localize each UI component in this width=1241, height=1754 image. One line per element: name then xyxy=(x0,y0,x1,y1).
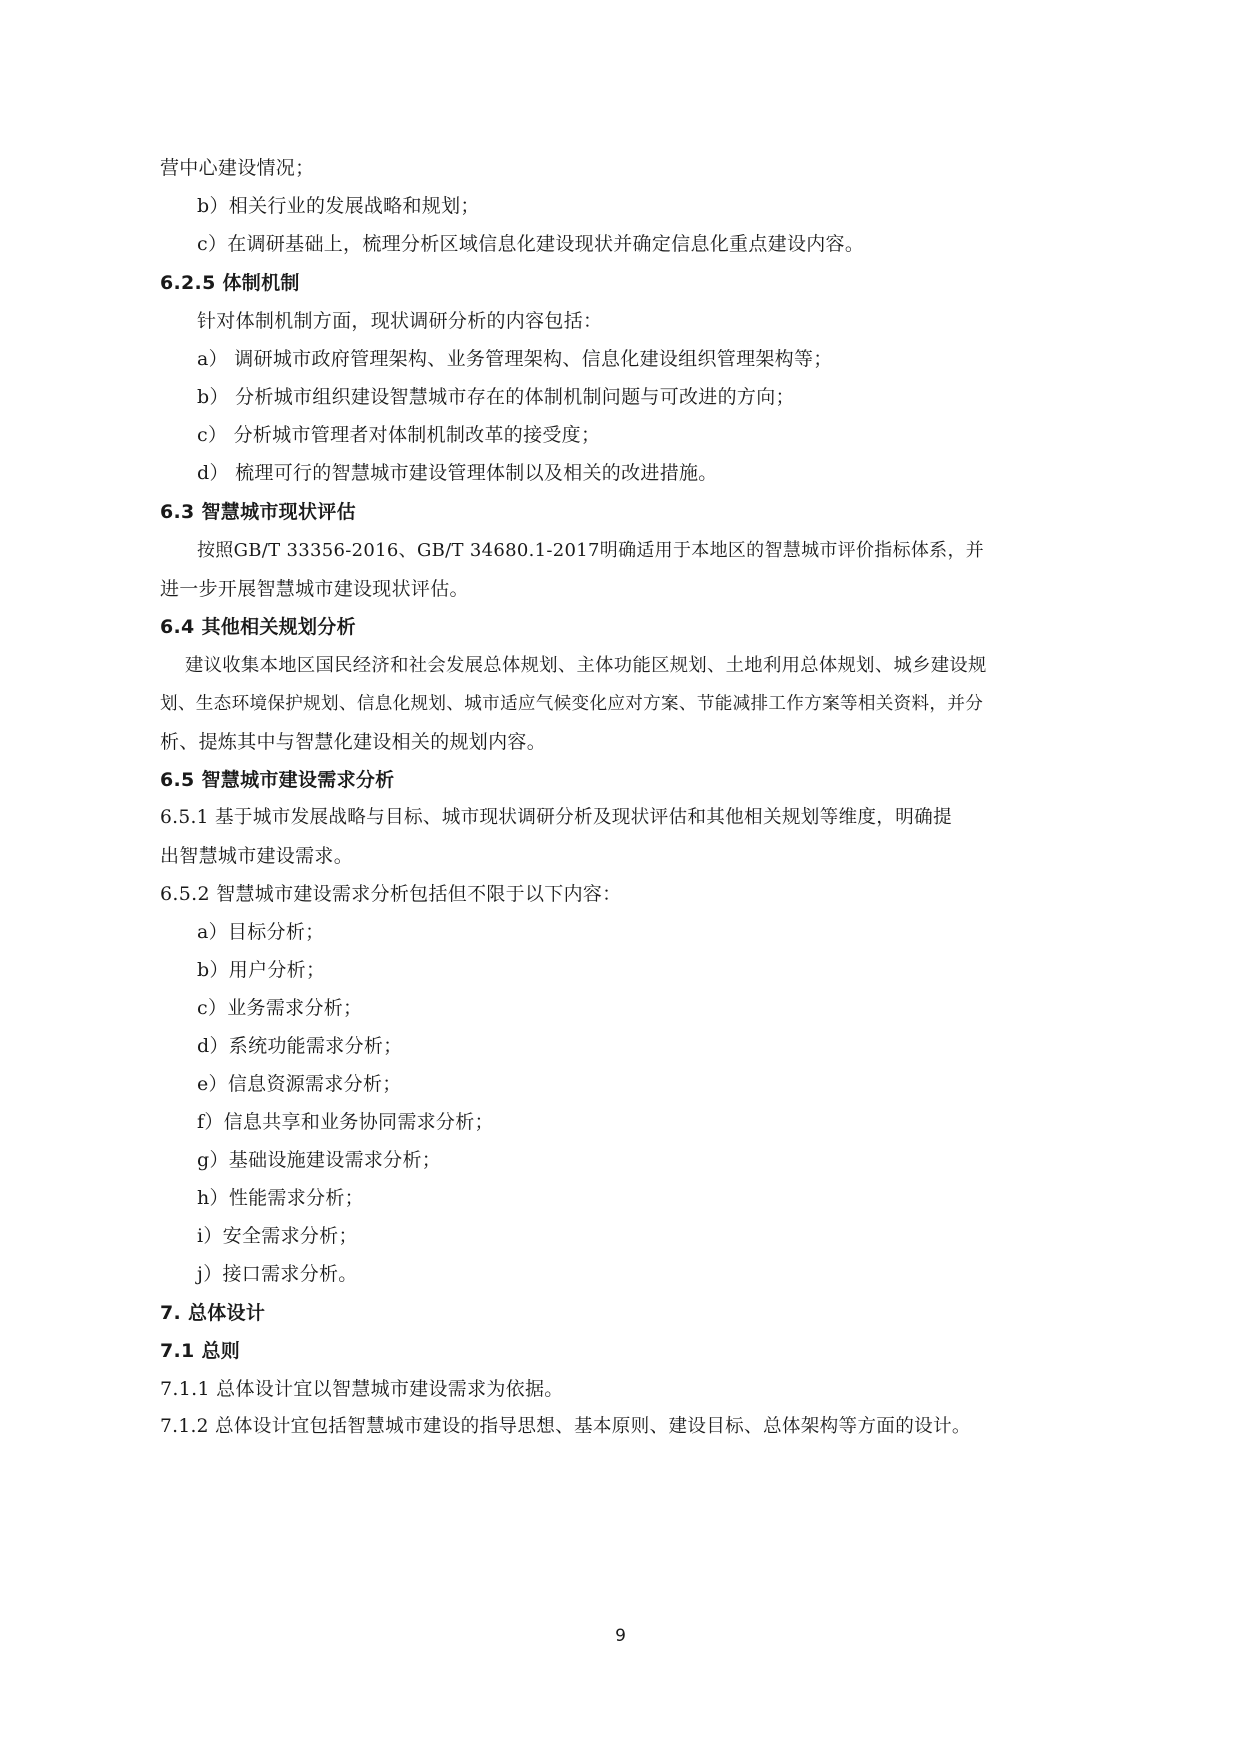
list-item: d）系统功能需求分析； xyxy=(197,1035,403,1057)
list-item: e）信息资源需求分析； xyxy=(197,1073,402,1095)
list-item: c）在调研基础上，梳理分析区域信息化建设现状并确定信息化重点建设内容。 xyxy=(197,233,865,255)
page-number: 9 xyxy=(615,1626,626,1646)
list-item: b） 分析城市组织建设智慧城市存在的体制机制问题与可改进的方向； xyxy=(197,386,795,408)
list-item: h）性能需求分析； xyxy=(197,1187,364,1209)
section-heading: 6.2.5 体制机制 xyxy=(160,272,300,294)
paragraph-line: 6.5.1 基于城市发展战略与目标、城市现状调研分析及现状评估和其他相关规划等维度，明确提 xyxy=(160,807,952,828)
list-item: a） 调研城市政府管理架构、业务管理架构、信息化建设组织管理架构等； xyxy=(197,348,833,370)
paragraph-line: 7.1.2 总体设计宜包括智慧城市建设的指导思想、基本原则、建设目标、总体架构等方面的设计。 xyxy=(160,1416,971,1437)
section-heading: 6.5 智慧城市建设需求分析 xyxy=(160,769,395,791)
list-item: f）信息共享和业务协同需求分析； xyxy=(197,1111,494,1133)
list-item: b）用户分析； xyxy=(197,959,326,981)
paragraph-line: 析、提炼其中与智慧化建设相关的规划内容。 xyxy=(160,731,547,753)
section-heading: 7.1 总则 xyxy=(160,1340,241,1362)
paragraph-line: 针对体制机制方面，现状调研分析的内容包括： xyxy=(197,310,603,332)
list-item: b）相关行业的发展战略和规划； xyxy=(197,195,480,217)
list-item: d） 梳理可行的智慧城市建设管理体制以及相关的改进措施。 xyxy=(197,462,718,484)
paragraph-line: 7.1.1 总体设计宜以智慧城市建设需求为依据。 xyxy=(160,1378,564,1400)
paragraph-line: 6.5.2 智慧城市建设需求分析包括但不限于以下内容： xyxy=(160,883,622,905)
paragraph-line: 进一步开展智慧城市建设现状评估。 xyxy=(160,578,469,600)
section-heading: 6.3 智慧城市现状评估 xyxy=(160,501,356,523)
list-item: j）接口需求分析。 xyxy=(197,1263,358,1285)
paragraph-line: 营中心建设情况； xyxy=(160,157,315,179)
paragraph-line: 建议收集本地区国民经济和社会发展总体规划、主体功能区规划、土地利用总体规划、城乡建设规 xyxy=(185,655,987,676)
paragraph-line: 出智慧城市建设需求。 xyxy=(160,845,354,867)
paragraph-line: 按照GB/T 33356-2016、GB/T 34680.1-2017明确适用于本地区的智慧城市评价指标体系，并 xyxy=(197,540,985,561)
list-item: c）业务需求分析； xyxy=(197,997,363,1019)
list-item: i）安全需求分析； xyxy=(197,1225,358,1247)
list-item: c） 分析城市管理者对体制机制改革的接受度； xyxy=(197,424,601,446)
list-item: g）基础设施建设需求分析； xyxy=(197,1149,442,1171)
list-item: a）目标分析； xyxy=(197,921,325,943)
section-heading: 7. 总体设计 xyxy=(160,1302,266,1324)
paragraph-line: 划、生态环境保护规划、信息化规划、城市适应气候变化应对方案、节能减排工作方案等相关资料，并分 xyxy=(160,694,984,714)
section-heading: 6.4 其他相关规划分析 xyxy=(160,616,356,638)
